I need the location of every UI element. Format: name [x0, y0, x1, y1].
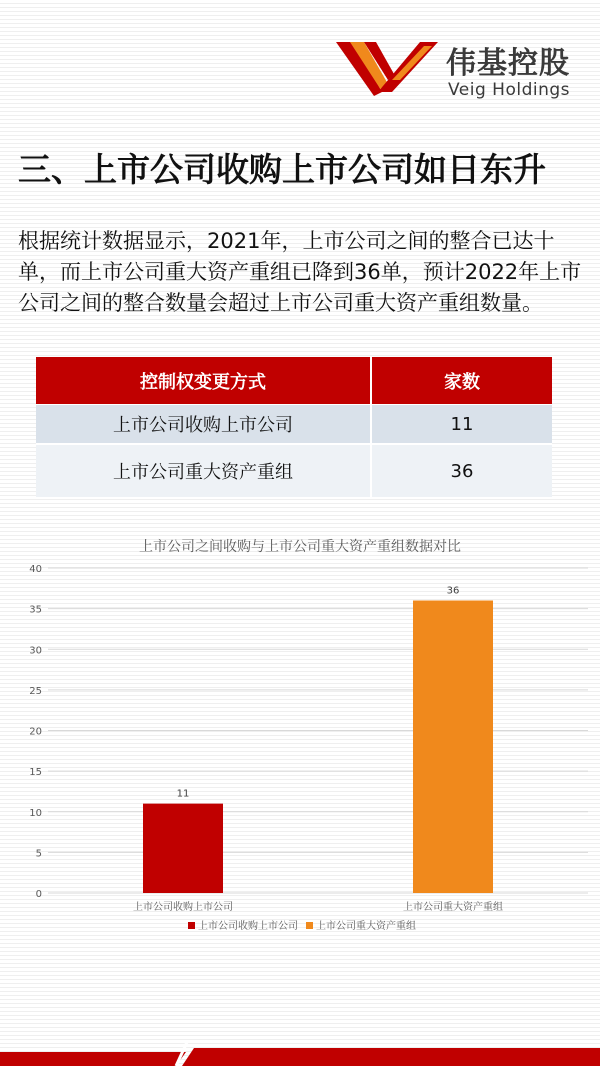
chart-x-tick-label: 上市公司重大资产重组: [403, 902, 503, 913]
brand-name-cn: 伟基控股: [446, 46, 570, 81]
chart-legend-label: 上市公司重大资产重组: [316, 921, 416, 932]
table-cell-method: 上市公司重大资产重组: [36, 444, 371, 497]
table-cell-count: 11: [371, 405, 552, 445]
intro-paragraph: 根据统计数据显示，2021年，上市公司之间的整合已达十单，而上市公司重大资产重组已降到36单，预计2022年上市公司之间的整合数量会超过上市公司重大资产重组数量。: [18, 229, 582, 315]
table-header-method: 控制权变更方式: [36, 357, 371, 405]
chart-y-tick-label: 15: [29, 767, 42, 779]
footer-stripe: [0, 1040, 600, 1066]
chart-y-tick-label: 40: [29, 564, 42, 575]
table-header-row: [36, 357, 552, 405]
chart-y-tick-label: 30: [29, 645, 42, 657]
section-title: 三、上市公司收购上市公司如日东升: [18, 150, 546, 189]
chart-bar: [143, 804, 223, 893]
chart-title: 上市公司之间收购与上市公司重大资产重组数据对比: [139, 539, 461, 555]
chart-legend-label: 上市公司收购上市公司: [198, 921, 298, 932]
chart-legend-swatch: [188, 922, 195, 929]
comparison-bar-chart: [0, 528, 600, 948]
chart-x-tick-label: 上市公司收购上市公司: [133, 902, 233, 913]
brand-name-en: Veig Holdings: [448, 80, 571, 100]
chart-bar: [413, 601, 493, 894]
chart-y-tick-label: 5: [35, 848, 42, 860]
veig-logo-mark-icon: [334, 40, 442, 98]
chart-y-tick-label: 20: [29, 726, 42, 738]
table-row: [36, 405, 552, 445]
bar-chart-canvas: [0, 528, 600, 948]
chart-y-tick-label: 10: [29, 807, 42, 819]
brand-logo: [334, 38, 584, 102]
chart-data-label: 36: [446, 585, 460, 597]
table-cell-method: 上市公司收购上市公司: [36, 405, 371, 445]
table-row: [36, 444, 552, 497]
chart-data-label: 11: [176, 788, 190, 800]
table-header-count: 家数: [371, 357, 552, 405]
chart-y-tick-label: 0: [35, 889, 42, 900]
chart-legend-swatch: [306, 922, 313, 929]
change-of-control-table: [36, 357, 552, 497]
chart-y-tick-label: 25: [29, 685, 42, 697]
table-cell-count: 36: [371, 444, 552, 497]
chart-y-tick-label: 35: [29, 604, 42, 616]
